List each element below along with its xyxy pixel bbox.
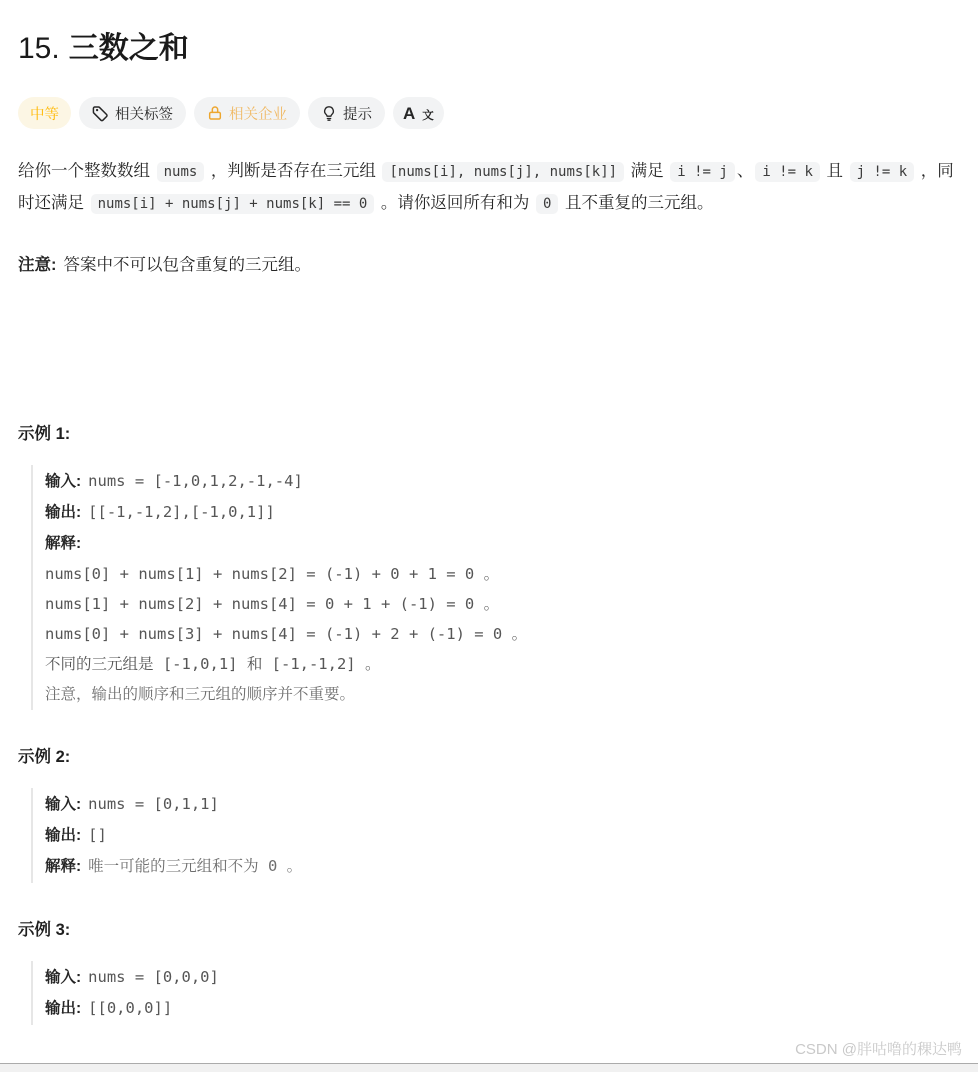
problem-page xyxy=(0,30,978,1025)
example-line-label: 输出: xyxy=(45,1000,82,1017)
lock-icon xyxy=(207,105,223,121)
note-paragraph xyxy=(18,254,960,276)
inline-code: [nums[i], nums[j], nums[k]] xyxy=(382,162,624,182)
example-line xyxy=(45,589,960,619)
inline-code: i != j xyxy=(670,162,735,182)
example-line-code: nums[0] + nums[1] + nums[2] = (-1) + 0 + 1 = 0 。 xyxy=(45,565,500,583)
example-line xyxy=(45,962,960,993)
description-text: ，判断是否存在三元组 xyxy=(206,162,381,180)
difficulty-label: 中等 xyxy=(30,106,59,123)
example-line xyxy=(45,679,960,709)
related-companies-label: 相关企业 xyxy=(229,106,287,123)
example-line-code: nums = [0,0,0] xyxy=(88,968,219,986)
example-line-note: 注意，输出的顺序和三元组的顺序并不重要。 xyxy=(45,685,356,703)
example-line-code: [[-1,-1,2],[-1,0,1]] xyxy=(88,503,275,521)
description-text: 满足 xyxy=(626,162,669,180)
description-text: 、 xyxy=(736,162,754,180)
example-line-note: 唯一可能的三元组和不为 0 。 xyxy=(88,857,303,875)
lightbulb-icon xyxy=(321,105,337,122)
example-heading: 示例 1: xyxy=(18,425,71,443)
example-line xyxy=(45,559,960,589)
example-line-label: 解释: xyxy=(45,535,82,552)
description-text: ，同时还满足 xyxy=(18,162,954,212)
problem-name: 三数之和 xyxy=(68,32,189,65)
example-block xyxy=(31,788,960,883)
related-companies-badge[interactable] xyxy=(194,97,300,129)
example-line xyxy=(45,619,960,649)
example-line-code: [[0,0,0]] xyxy=(88,999,173,1017)
problem-description xyxy=(18,156,960,220)
related-tags-badge[interactable] xyxy=(79,97,186,129)
hint-badge[interactable] xyxy=(308,97,385,129)
example-line xyxy=(45,497,960,528)
badge-row xyxy=(18,97,960,129)
example-line-label: 输出: xyxy=(45,504,82,521)
note-label: 注意: xyxy=(18,256,57,274)
example-section xyxy=(18,916,960,1025)
inline-code: j != k xyxy=(850,162,915,182)
example-line-label: 解释: xyxy=(45,858,82,875)
example-heading: 示例 3: xyxy=(18,921,71,939)
example-section xyxy=(18,743,960,883)
note-text: 答案中不可以包含重复的三元组。 xyxy=(63,256,311,274)
example-line xyxy=(45,851,960,882)
example-line xyxy=(45,649,960,679)
translate-icon-cn: 文 xyxy=(422,109,434,122)
description-text: 给你一个整数数组 xyxy=(18,162,155,180)
page-title xyxy=(18,30,960,68)
tag-icon xyxy=(92,105,109,122)
difficulty-badge[interactable] xyxy=(18,97,71,129)
description-text: 。请你返回所有和为 xyxy=(376,194,534,212)
example-line xyxy=(45,993,960,1024)
example-block xyxy=(31,465,960,710)
hint-label: 提示 xyxy=(343,106,372,123)
example-section xyxy=(18,420,960,710)
example-line-code: nums = [-1,0,1,2,-1,-4] xyxy=(88,472,303,490)
related-tags-label: 相关标签 xyxy=(115,106,173,123)
example-line xyxy=(45,820,960,851)
inline-code: nums xyxy=(157,162,205,182)
example-line-code: nums[1] + nums[2] + nums[4] = 0 + 1 + (-1) = 0 。 xyxy=(45,595,500,613)
example-line-label: 输入: xyxy=(45,796,82,813)
examples-container xyxy=(18,420,960,1025)
inline-code: i != k xyxy=(755,162,820,182)
problem-number: 15. xyxy=(18,32,60,65)
inline-code: nums[i] + nums[j] + nums[k] == 0 xyxy=(91,194,375,214)
blank-gap xyxy=(18,276,960,420)
description-text: 且 xyxy=(821,162,848,180)
example-line-code: 不同的三元组是 [-1,0,1] 和 [-1,-1,2] 。 xyxy=(45,655,381,673)
example-heading: 示例 2: xyxy=(18,748,71,766)
translate-badge[interactable] xyxy=(393,97,444,129)
example-line-label: 输入: xyxy=(45,969,82,986)
example-line-label: 输入: xyxy=(45,473,82,490)
inline-code: 0 xyxy=(536,194,558,214)
example-line-code: [] xyxy=(88,826,107,844)
example-line xyxy=(45,528,960,559)
watermark: CSDN @胖咕噜的稞达鸭 xyxy=(795,1041,962,1058)
description-text: 且不重复的三元组。 xyxy=(560,194,714,212)
example-block xyxy=(31,961,960,1025)
bottom-window-edge xyxy=(0,1063,978,1072)
translate-icon: A xyxy=(403,103,416,123)
example-line-label: 输出: xyxy=(45,827,82,844)
example-line-code: nums[0] + nums[3] + nums[4] = (-1) + 2 + (-1) = 0 。 xyxy=(45,625,528,643)
example-line xyxy=(45,789,960,820)
example-line-code: nums = [0,1,1] xyxy=(88,795,219,813)
example-line xyxy=(45,466,960,497)
